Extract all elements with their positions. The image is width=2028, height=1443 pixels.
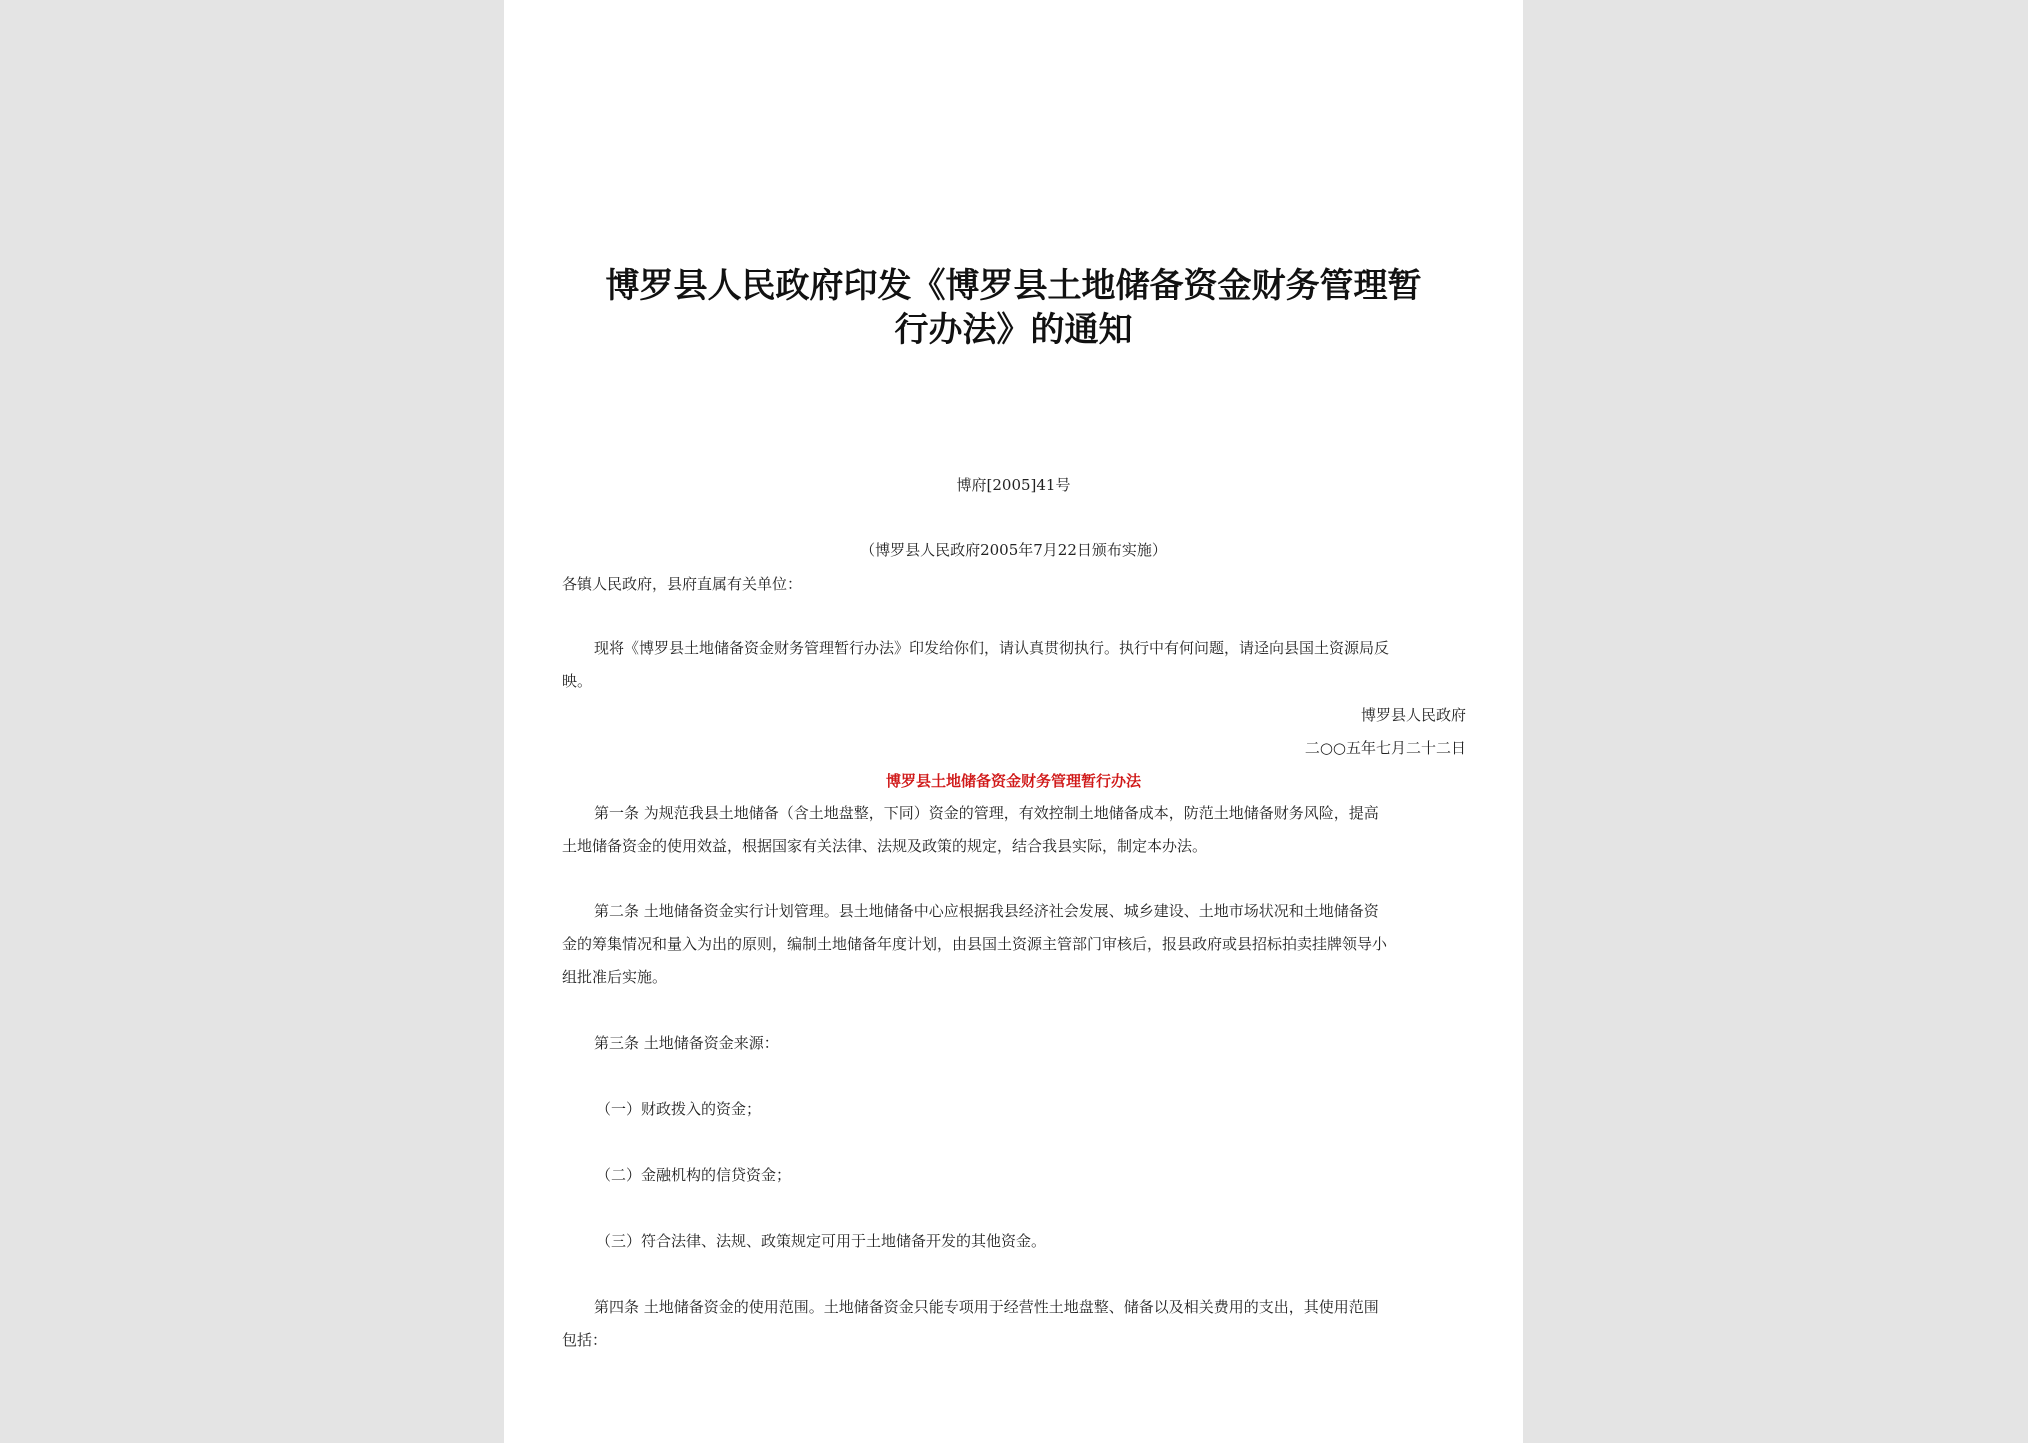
article-3: 第三条 土地储备资金来源： <box>594 1034 779 1052</box>
article-2-line-3: 组批准后实施。 <box>562 968 668 986</box>
list-item-2: （二）金融机构的信贷资金； <box>596 1166 792 1184</box>
list-item-1: （一）财政拨入的资金； <box>596 1100 762 1118</box>
regulation-title: 博罗县土地储备资金财务管理暂行办法 <box>885 772 1141 790</box>
signature: 博罗县人民政府 <box>1360 706 1466 724</box>
notice-paragraph-line-2: 映。 <box>562 672 593 690</box>
document-number: 博府[2005]41号 <box>956 476 1071 494</box>
document-title-line-2: 行办法》的通知 <box>894 310 1133 350</box>
article-2-line-1: 第二条 土地储备资金实行计划管理。县土地储备中心应根据我县经济社会发展、城乡建设、土地市场状况和土地储备资 <box>594 902 1379 920</box>
document-title-line-1: 博罗县人民政府印发《博罗县土地储备资金财务管理暂 <box>605 266 1422 306</box>
document-page <box>504 0 1523 1443</box>
list-item-3: （三）符合法律、法规、政策规定可用于土地储备开发的其他资金。 <box>596 1232 1047 1250</box>
article-2-line-2: 金的筹集情况和量入为出的原则，编制土地储备年度计划，由县国土资源主管部门审核后，报县政府或县招标拍卖挂牌领导小 <box>562 935 1388 953</box>
article-1-line-2: 土地储备资金的使用效益，根据国家有关法律、法规及政策的规定，结合我县实际，制定本办法。 <box>562 837 1208 855</box>
signature-date: 二○○五年七月二十二日 <box>1304 739 1466 757</box>
article-1-line-1: 第一条 为规范我县土地储备（含土地盘整，下同）资金的管理，有效控制土地储备成本，防范土地储备财务风险，提高 <box>594 804 1379 822</box>
article-4-line-1: 第四条 土地储备资金的使用范围。土地储备资金只能专项用于经营性土地盘整、储备以及相关费用的支出，其使用范围 <box>594 1298 1379 1316</box>
issued-note: （博罗县人民政府2005年7月22日颁布实施） <box>860 541 1167 559</box>
notice-paragraph-line-1: 现将《博罗县土地储备资金财务管理暂行办法》印发给你们，请认真贯彻执行。执行中有何问题，请迳向县国土资源局反 <box>594 639 1390 657</box>
salutation: 各镇人民政府，县府直属有关单位： <box>562 575 803 593</box>
article-4-line-2: 包括： <box>562 1331 608 1349</box>
